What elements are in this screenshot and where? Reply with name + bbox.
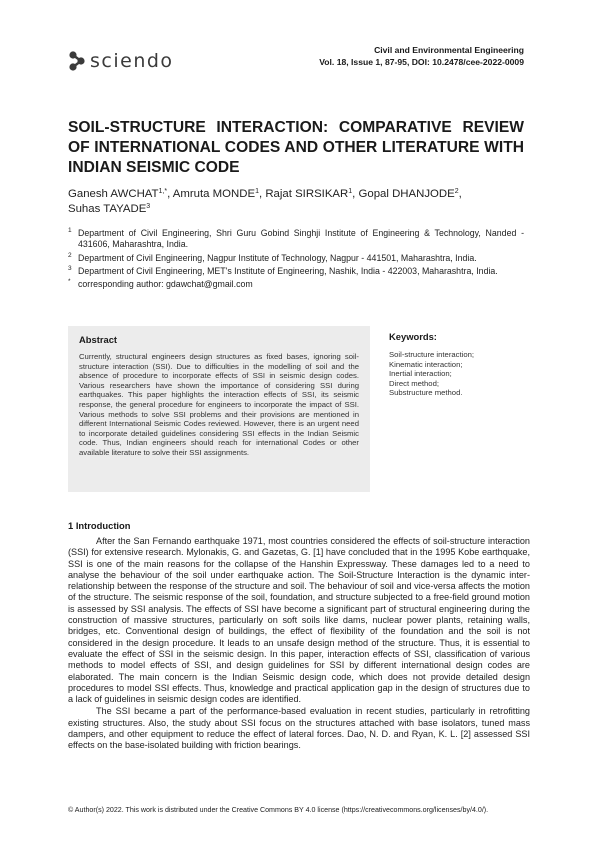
journal-info <box>319 44 524 68</box>
affiliation-mark: * <box>68 278 71 286</box>
author-separator: , <box>167 188 173 200</box>
journal-reference: Vol. 18, Issue 1, 87-95, DOI: 10.2478/cee-2022-0009 <box>319 57 524 67</box>
section-heading: 1 Introduction <box>68 520 131 531</box>
keyword-item: Substructure method. <box>389 388 463 398</box>
paper-title: SOIL-STRUCTURE INTERACTION: COMPARATIVE REVIEW OF INTERNATIONAL CODES AND OTHER LITERATURE WITH INDIAN SEISMIC CODE <box>68 119 524 176</box>
author-mark: 2 <box>454 188 459 195</box>
keyword-item: Kinematic interaction; <box>389 359 463 369</box>
body-text <box>68 536 530 753</box>
keyword-item: Direct method; <box>389 378 439 388</box>
author <box>173 188 266 200</box>
affiliation-text: Department of Civil Engineering, Nagpur Institute of Technology, Nagpur - 441501, Maharashtra, India. <box>78 252 477 263</box>
author-name: Rajat SIRSIKAR <box>265 188 349 200</box>
affiliation-mark: 1 <box>68 227 72 234</box>
license-footer: © Author(s) 2022. This work is distributed under the Creative Commons BY 4.0 license (https://creativecommons.org/licenses/by/4.0/). <box>68 806 489 814</box>
keywords-block <box>389 331 529 398</box>
author <box>359 188 462 200</box>
author-name: Ganesh AWCHAT <box>68 188 159 200</box>
paragraph: The SSI became a part of the performance-based evaluation in recent studies, particularly in retrofitting existing structures. Also, the study about SSI focus on the structures attached with base isolators, tuned mass dampers, and other equipment to reduce the effect of lateral forces. Dao, N. D. and Ryan, K. L. [2] assessed SSI effects on the base-isolated building with friction bearings. <box>68 706 530 751</box>
author-list <box>68 187 524 217</box>
author-separator: , <box>352 188 359 200</box>
abstract-heading: Abstract <box>79 334 118 345</box>
affiliation <box>68 253 524 264</box>
author <box>68 203 150 215</box>
affiliation <box>68 266 524 277</box>
author-mark: 1 <box>255 188 259 195</box>
affiliation-text: Department of Civil Engineering, MET's Institute of Engineering, Nashik, India - 422003, Maharashtra, India. <box>78 265 498 276</box>
publisher-name: sciendo <box>90 50 174 72</box>
keyword-item: Soil-structure interaction; <box>389 350 475 359</box>
affiliation-mark: 2 <box>68 251 72 259</box>
author-mark: 1 <box>348 188 353 195</box>
affiliation-list <box>68 228 524 292</box>
author-name: Amruta MONDE <box>172 188 256 200</box>
publisher-logo <box>68 50 174 72</box>
author-mark: 3 <box>146 203 151 210</box>
abstract-box <box>68 326 370 492</box>
corresponding-author-text: corresponding author: gdawchat@gmail.com <box>78 279 253 290</box>
author-separator: , <box>458 188 462 200</box>
keywords-heading: Keywords: <box>389 331 437 342</box>
journal-name: Civil and Environmental Engineering <box>374 45 524 55</box>
author <box>68 188 173 200</box>
author-mark: 1,* <box>158 188 168 195</box>
sciendo-logo-icon <box>68 50 86 72</box>
paragraph: After the San Fernando earthquake 1971, most countries considered the effects of soil-structure interaction (SSI) for extensive research. Mylonakis, G. and Gazetas, G. [1] have concluded that in the 1995 Kobe earthquake, SSI is one of the main reasons for the collapse of the Hanshin Expressway. These damages led to a need to analyse the behaviour of the soil under earthquake action. The Soil-Structure Interaction is the dynamic inter-relationship between the response of the structure and soil. The behaviour of soil and vice-versa affects the motion of the structure. The seismic response of the soil, foundation, and structure subjected to a free-field ground motion is assessed by SSI analysis. The effects of SSI have become a significant part of structural engineering during the construction of massive structures, particularly on soft soils like dams, nuclear power plants, retaining walls, bridges, etc. Conventional design of buildings, the effect of flexibility of the foundation and the soil is not considered in the design procedure. It leads to an unsafe design method of the structure. Thus, it is essential to evaluate the effect of SSI in the seismic design. In this paper, interaction effects of SSI, classification of various methods to model effects of SSI, and design guidelines for SSI by different international design codes are elaborated. The main concern is the Indian Seismic design code, which does not provide detailed design procedures to model SSI effects. Thus, knowledge and practical application gap in the design of structures due to a lack of guidelines in seismic design codes are identified. <box>68 536 530 705</box>
affiliation-text: Department of Civil Engineering, Shri Guru Gobind Singhji Institute of Engineering & Technology, Nanded - 431606, Maharashtra, India. <box>78 228 524 250</box>
author-separator: , <box>258 188 266 200</box>
affiliation-mark: 3 <box>68 264 72 272</box>
author <box>265 188 358 200</box>
keyword-item: Inertial interaction; <box>389 369 452 379</box>
affiliation <box>68 228 524 251</box>
author-name: Suhas TAYADE <box>68 203 147 215</box>
corresponding-author <box>68 279 524 290</box>
abstract-text: Currently, structural engineers design structures as fixed bases, ignoring soil-structure interaction (SSI). Due to difficulties in the modelling of soil and the absence of procedure to incorporate effects of SSI in seismic design codes. Various researchers have shown the importance of considering SSI during earthquakes. This paper highlights the interaction effects of SSI, its seismic response, the general procedure for engineers to incorporate the impact of SSI. Various methods to solve SSI problems and their provisions are mentioned in different International Seismic Codes reviewed. However, there is an urgent need to incorporate detailed guidelines considering SSI effects in the Indian Seismic code. Thus, Indian engineers should reach for international Codes or other available literature to solve their SSI assignments. <box>79 352 359 457</box>
author-name: Gopal DHANJODE <box>358 188 455 200</box>
